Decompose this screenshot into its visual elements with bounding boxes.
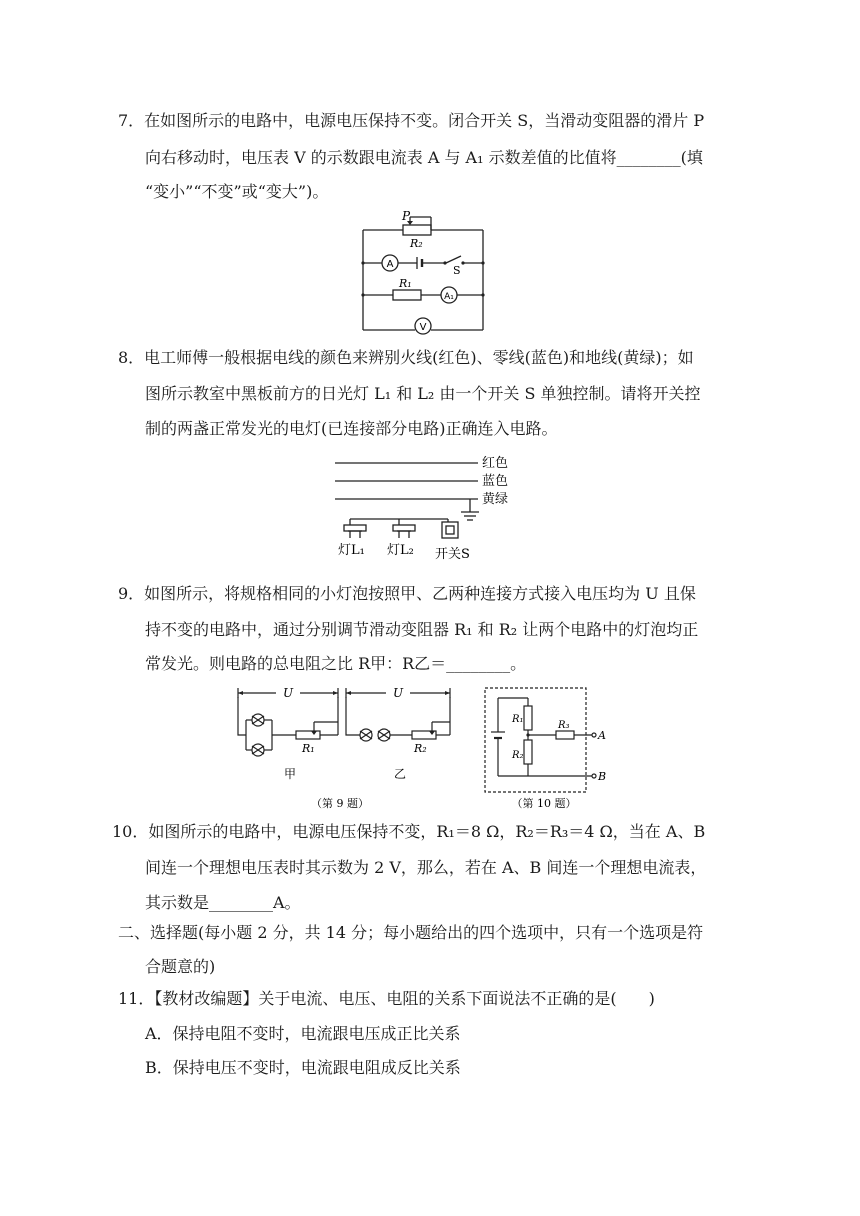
q10-label-R3: R₃ — [558, 720, 570, 731]
q9-label-U-jia: U — [282, 686, 294, 700]
q10-caption: （第 10 题） — [511, 797, 577, 810]
q9-q10-figures — [228, 680, 608, 815]
q7-line2: 向右移动时，电压表 V 的示数跟电流表 A 与 A₁ 示数差值的比值将________(填 — [145, 148, 703, 167]
q7-line3: “变小”“不变”或“变大”)。 — [145, 182, 329, 201]
q8-wiring-figure — [330, 452, 530, 572]
q9-line2: 持不变的电路中，通过分别调节滑动变阻器 R₁ 和 R₂ 让两个电路中的灯泡均正 — [145, 620, 699, 639]
q9-caption: （第 9 题） — [311, 797, 369, 810]
q8-line3: 制的两盏正常发光的电灯(已连接部分电路)正确连入电路。 — [145, 419, 558, 438]
q11-stem: 11．【教材改编题】关于电流、电压、电阻的关系下面说法不正确的是( ) — [118, 989, 655, 1008]
q9-label-R1: R₁ — [302, 742, 315, 755]
q10-label-A: A — [598, 729, 606, 742]
q9-label-R2: R₂ — [414, 742, 427, 755]
q8-line2: 图所示教室中黑板前方的日光灯 L₁ 和 L₂ 由一个开关 S 单独控制。请将开关控 — [145, 384, 701, 403]
q7-label-R2: R₂ — [410, 237, 423, 250]
q10-label-R2: R₂ — [512, 750, 524, 761]
q10-line2: 间连一个理想电压表时其示数为 2 V，那么，若在 A、B 间连一个理想电流表， — [145, 858, 707, 877]
q8-label-lamp2: 灯L₂ — [387, 543, 414, 558]
q8-line1: 8．电工师傅一般根据电线的颜色来辨别火线(红色)、零线(蓝色)和地线(黄绿)；如 — [118, 348, 694, 367]
q8-label-switch: 开关S — [435, 547, 470, 562]
q7-label-A: A — [386, 259, 394, 270]
q7-line1: 7．在如图所示的电路中，电源电压保持不变。闭合开关 S，当滑动变阻器的滑片 P — [118, 111, 705, 130]
q9-label-U-yi: U — [392, 686, 404, 700]
q8-label-red: 红色 — [482, 456, 509, 471]
q7-label-V: V — [419, 322, 427, 333]
q10-label-R1: R₁ — [512, 714, 524, 725]
section2-heading-line1: 二、选择题(每小题 2 分，共 14 分；每小题给出的四个选项中，只有一个选项是符 — [118, 923, 704, 942]
q8-label-ground: 黄绿 — [482, 492, 509, 507]
q9-label-jia: 甲 — [284, 767, 297, 781]
q10-line1: 10．如图所示的电路中，电源电压保持不变，R₁＝8 Ω，R₂＝R₃＝4 Ω，当在 A、B — [112, 822, 706, 841]
q8-label-lamp1: 灯L₁ — [338, 543, 365, 558]
q7-label-S: S — [453, 264, 461, 277]
q7-label-A1: A₁ — [444, 292, 454, 302]
q7-label-P: P — [402, 209, 411, 223]
q9-label-yi: 乙 — [394, 767, 407, 781]
q7-circuit-figure — [355, 208, 490, 336]
q7-label-R1: R₁ — [399, 277, 412, 290]
q9-line3: 常发光。则电路的总电阻之比 R甲：R乙＝________。 — [145, 654, 527, 673]
q10-line3: 其示数是________A。 — [145, 893, 301, 912]
q10-label-B: B — [598, 770, 607, 783]
q8-label-blue: 蓝色 — [482, 474, 509, 489]
q9-line1: 9．如图所示，将规格相同的小灯泡按照甲、乙两种连接方式接入电压均为 U 且保 — [118, 584, 696, 603]
section2-heading-line2: 合题意的) — [145, 957, 216, 976]
q11-option-b: B．保持电压不变时，电流跟电阻成反比关系 — [145, 1058, 461, 1077]
q11-option-a: A．保持电阻不变时，电流跟电压成正比关系 — [145, 1024, 461, 1043]
